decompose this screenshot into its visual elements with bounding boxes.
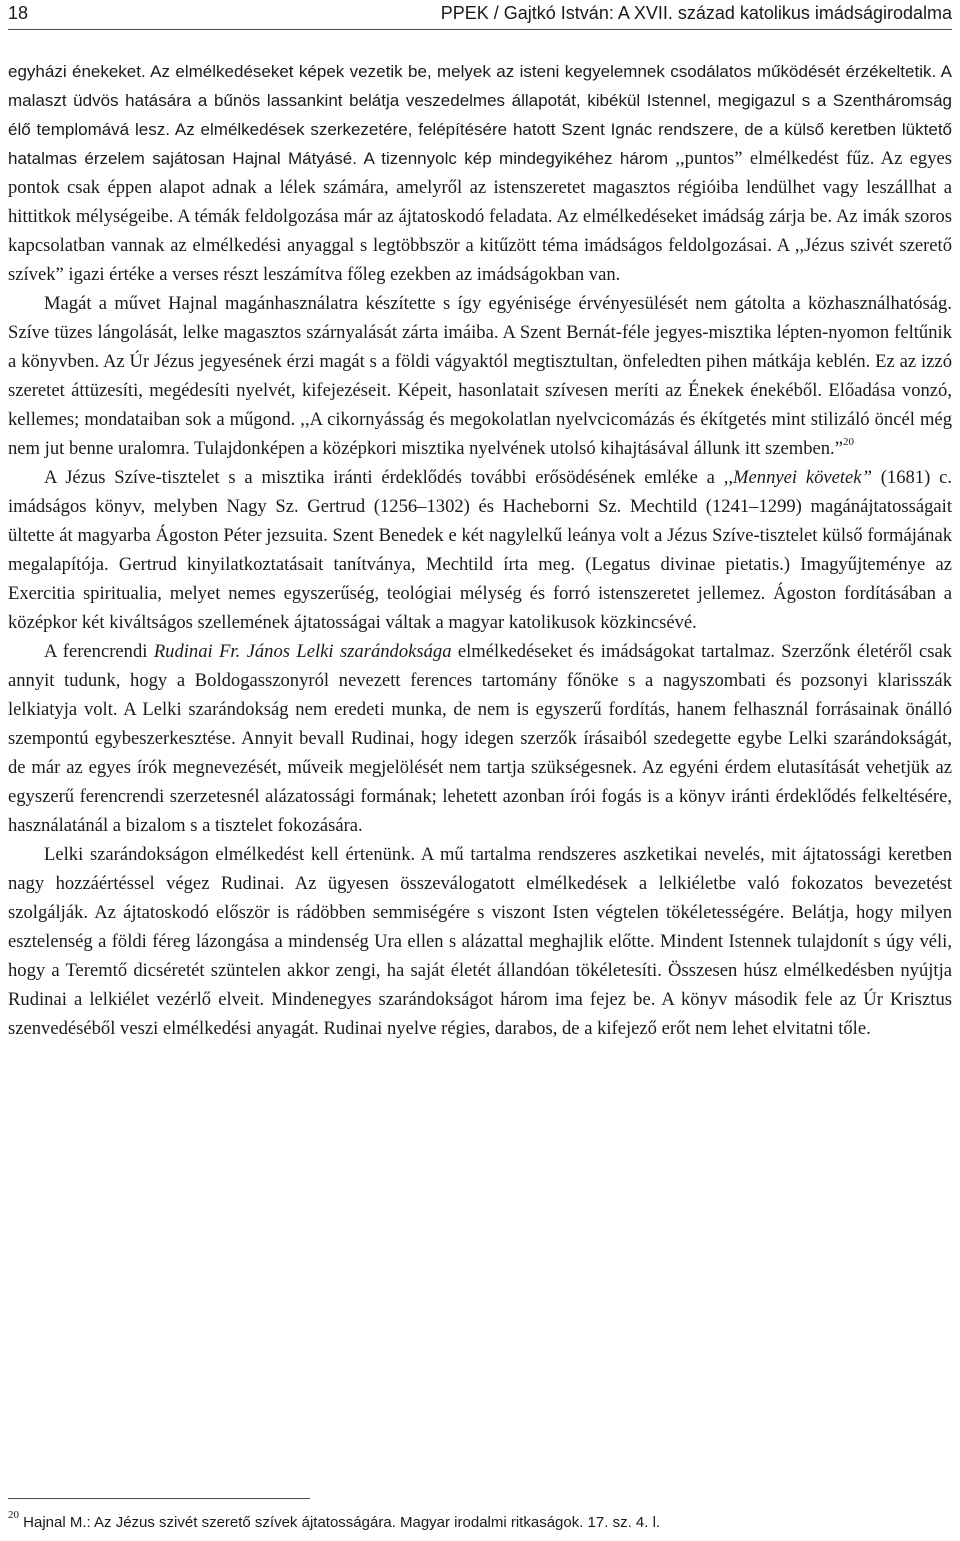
page-number: 18 [8, 3, 29, 23]
header-divider [8, 29, 952, 30]
footnote-number: 20 [8, 1509, 19, 1521]
footnote-divider [8, 1498, 310, 1499]
paragraph [8, 57, 952, 289]
paragraph-text: A ferencrendi [44, 641, 154, 662]
footnote-ref[interactable]: 20 [842, 435, 854, 448]
running-title: PPEK / Gajtkó István: A XVII. század katolikus imádságirodalma [440, 3, 952, 23]
paragraph [8, 463, 952, 637]
footnote [8, 1509, 952, 1534]
page-header [8, 0, 952, 26]
paragraph-text: A Jézus Szíve-tisztelet s a misztika iránti érdeklődés további erősödésének emléke a [44, 467, 724, 488]
main-text [8, 57, 952, 1043]
paragraph-text: (1681) c. imádságos könyv, melyben Nagy Sz. Gertrud (1256–1302) és Hacheborni Sz. Mechtild (1241–1299) magánájtatosságait ültette át magyarba Ágoston Péter jezsuita. Szent Benedek e két nagylelkű leánya volt a Jézus Szíve-tisztelet külső formájának megalapítója. Gertrud kinyilatkoztatásait tanítványa, Mechtild írta meg. (Legatus divinae pietatis.) Imagyűjteménye az Exercitia spiritualia, melyet nemes egyszerűség, teológiai mélység és forró istenszeretet jellemez. Ágoston fordításában a középkor két kiváltságos szellemének ájtatosságai váltak a magyar katolikusok közkincsévé. [8, 467, 952, 633]
footnote-text: Hajnal M.: Az Jézus szivét szerető szívek ájtatosságára. Magyar irodalmi ritkaságok. 17. sz. 4. l. [19, 1514, 661, 1531]
paragraph-text: elmélkedéseket és imádságokat tartalmaz. Szerzőnk életéről csak annyit tudunk, hogy a Boldogasszonyról nevezett ferences tartomány főnöke s a nagyszombati és pozsonyi klarisszák lelkiatyja volt. A Lelki szarándokság nem eredeti munka, de nem is egyszerű fordítás, hanem felhasznál forrásainak önálló szempontú egybeszerkesztése. Annyit bevall Rudinai, hogy idegen szerzők írásaiból szedegette egybe Lelki szarándokságát, de már az egyes írók megnevezését, műveik megjelölését nem tartja szükségesnek. Az egyéni érdem elutasítását vehetjük az egyszerű ferencrendi szerzetesnél alázatossági formának; lehetett azonban írói fogás is a könyv iránti érdeklődés felkeltésére, használatánál a bizalom s a tisztelet fokozására. [8, 641, 953, 836]
paragraph-rest: ,,puntos” elmélkedést fűz. Az egyes pontok csak éppen alapot adnak a lélek számára, amelyről az istenszeretet magasztos régióiba lendülhet vagy leszállhat a hittitkok mélységeibe. A témák feldolgozása már az ájtatoskodó feladata. Az elmélkedéseket imádság zárja be. Az imák szoros kapcsolatban vannak az elmélkedési anyaggal s legtöbbször a kitűzött téma imádságos feldolgozásai. A ,,Jézus szivét szerető szívek” igazi értéke a verses részt leszámítva főleg ezekben az imádságokban van. [8, 148, 952, 285]
book-title: Rudinai Fr. János Lelki szarándoksága [153, 641, 452, 662]
paragraph-text: Magát a művet Hajnal magánhasználatra készítette s így egyénisége érvényesülését nem gátolta a közhasználhatóság. Szíve tüzes lángolását, lelke magasztos szárnyalását zárta imáiba. A Szent Bernát-féle jegyes-misztika lépten-nyomon feltűnik a könyvben. Az Úr Jézus jegyesének érzi magát s a földi vágyaktól megtisztultan, önfeledten pihen mátkája keblén. Ez az izzó szeretet áttüzesíti, megédesíti nyelvét, kifejezéseit. Képeit, hasonlatait szívesen meríti az Énekek énekéből. Előadása vonzó, kellemes; mondataiban sok a műgond. ,,A cikornyásság és megokolatlan nyelvcicomázás és ékítgetés mint stilizáló öncél még nem jut benne uralomra. Tulajdonképen a középkori misztika nyelvének utolsó kihajtásával állunk itt szemben.” [8, 293, 952, 459]
paragraph [8, 637, 952, 840]
paragraph [8, 289, 952, 463]
paragraph [8, 840, 952, 1043]
paragraph-lead: egyházi énekeket. Az elmélkedéseket képek vezetik be, melyek az isteni kegyelemnek csodálatos működését érzékeltetik. A malaszt üdvös hatására a bűnös lassankint belátja veszedelmes állapotát, kibékül Istennel, megigazul s a Szentháromság élő templomává lesz. Az elmélkedések szerkezetére, felépítésére hatott Szent Ignác rendszere, de a külső keretben lüktető hatalmas érzelem sajátosan Hajnal Mátyásé. A tizennyolc kép mindegyikéhez három [8, 62, 952, 168]
book-title: ,,Mennyei követek” [723, 467, 872, 488]
paragraph-text: Lelki szarándokságon elmélkedést kell értenünk. A mű tartalma rendszeres aszketikai nevelés, mit ájtatossági keretben nagy hozzáértéssel végez Rudinai. Az ügyesen összeválogatott elmélkedések a lelkiéletbe való fokozatos bevezetést szolgálják. Az ájtatoskodó először is rádöbben semmiségére s viszont Isten végtelen tökéletességére. Belátja, hogy milyen esztelenség a földi féreg lázongása a mindenség Ura ellen s alázattal meghajlik előtte. Mindent Istennek tulajdonít s úgy véli, hogy a Teremtő dicséretét szüntelen akkor zengi, ha saját életét állandóan tökéletesíti. Összesen húsz elmélkedésben nyújtja Rudinai a lelkiélet vezérlő elveit. Mindenegyes szarándokságot három ima fejez be. A könyv második fele az Úr Krisztus szenvedéséből veszi elmélkedési anyagát. Rudinai nyelve régies, darabos, de a kifejező erőt nem lehet elvitatni tőle. [8, 844, 952, 1039]
